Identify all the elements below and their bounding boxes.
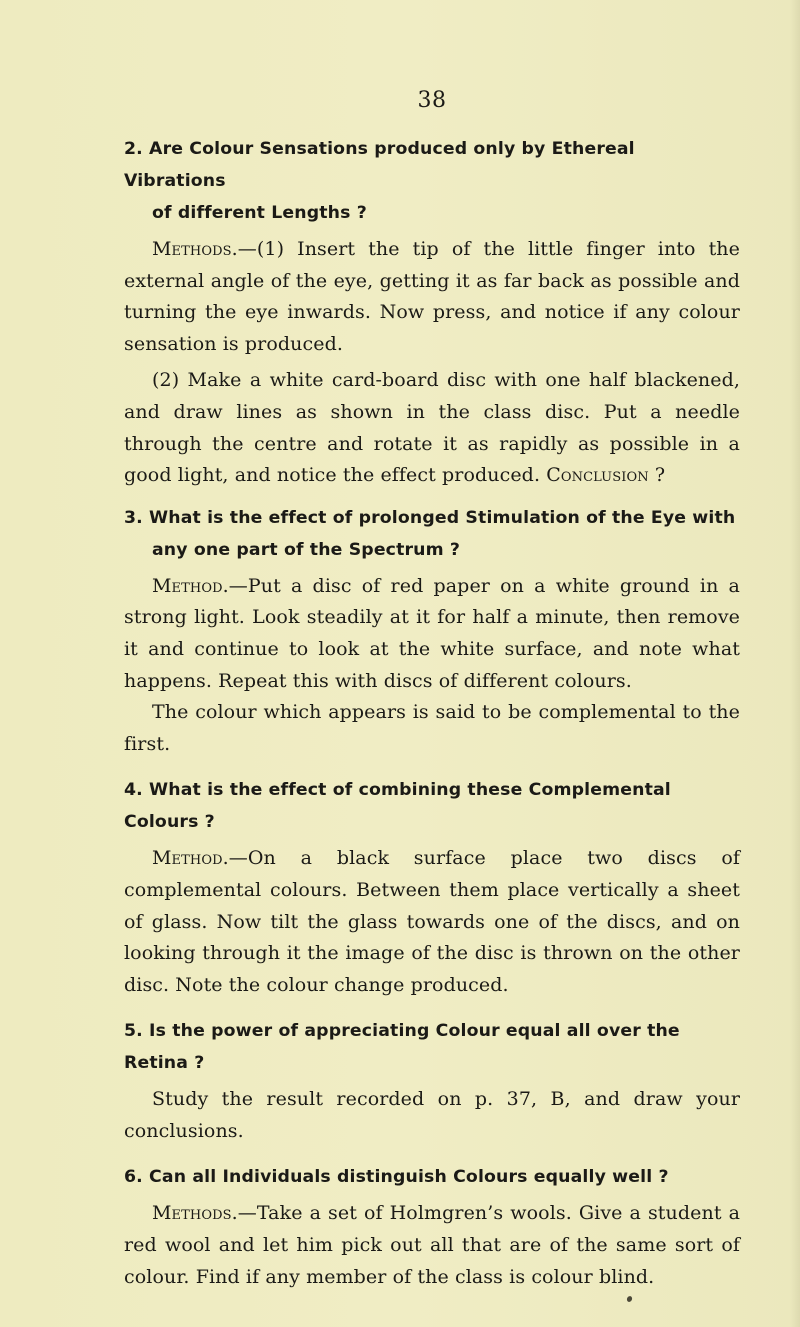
question-4-method-paragraph <box>124 843 740 1001</box>
methods-label: Methods. <box>152 238 238 260</box>
question-5-heading-line1: 5. Is the power of appreciating Colour equal all over the Retina ? <box>124 1021 680 1074</box>
question-2-method-2-paragraph <box>124 365 740 491</box>
question-3-heading <box>124 502 740 566</box>
question-2-methods-paragraph <box>124 234 740 360</box>
question-2-heading-line2: of different Lengths ? <box>152 203 367 223</box>
complemental-text: The colour which appears is said to be complemental to the first. <box>124 701 740 755</box>
question-4-heading-line1: 4. What is the effect of combining these Complemental Colours ? <box>124 780 671 833</box>
page-edge-shadow <box>790 0 800 1327</box>
methods-text: —(1) Insert the tip of the little finger into the external angle of the eye, getting it as far back as possible and turning the eye inwards. Now press, and notice if any colour sensation is produced. <box>124 238 740 355</box>
method-2-text: (2) Make a white card-board disc with one half blackened, and draw lines as shown in the class disc. Put a needle through the centre and rotate it as rapidly as possible in a good light, and notice the effect produced. <box>124 369 740 487</box>
question-2-heading-line1: 2. Are Colour Sensations produced only by Ethereal Vibrations <box>124 139 635 191</box>
method-text: —On a black surface place two discs of complemental colours. Between them place vertically a sheet of glass. Now tilt the glass towards one of the discs, and on looking through it the image of the disc is thrown on the other disc. Note the colour change produced. <box>124 847 740 996</box>
question-3-method-paragraph <box>124 571 740 697</box>
question-2-heading <box>124 133 740 229</box>
question-6-methods-paragraph <box>124 1198 740 1293</box>
method-label: Method. <box>152 574 229 597</box>
question-5-heading <box>124 1015 740 1079</box>
question-3-heading-line2: any one part of the Spectrum ? <box>152 539 461 560</box>
methods-label: Methods. <box>152 1202 238 1225</box>
ink-speck <box>626 1295 633 1303</box>
question-4-heading <box>124 774 740 838</box>
question-5-study-paragraph <box>124 1084 740 1147</box>
conclusion-label: Conclusion ? <box>546 464 666 487</box>
method-label: Method. <box>152 847 229 870</box>
method-text: —Put a disc of red paper on a white ground in a strong light. Look steadily at it for half a minute, then remove it and continue to look at the white surface, and note what happens. Repeat this with discs of different colours. <box>124 574 740 692</box>
question-3-heading-line1: 3. What is the effect of prolonged Stimulation of the Eye with <box>124 507 736 528</box>
question-6-heading <box>124 1161 740 1193</box>
question-6-heading-line1: 6. Can all Individuals distinguish Colours equally well ? <box>124 1167 669 1188</box>
study-text: Study the result recorded on p. 37, B, and draw your conclusions. <box>124 1088 740 1142</box>
methods-text: —Take a set of Holmgren’s wools. Give a student a red wool and let him pick out all that are of the same sort of colour. Find if any member of the class is colour blind. <box>124 1202 740 1288</box>
question-3-complemental-paragraph <box>124 697 740 760</box>
page-number: 38 <box>417 88 447 113</box>
page-content <box>124 133 740 1293</box>
